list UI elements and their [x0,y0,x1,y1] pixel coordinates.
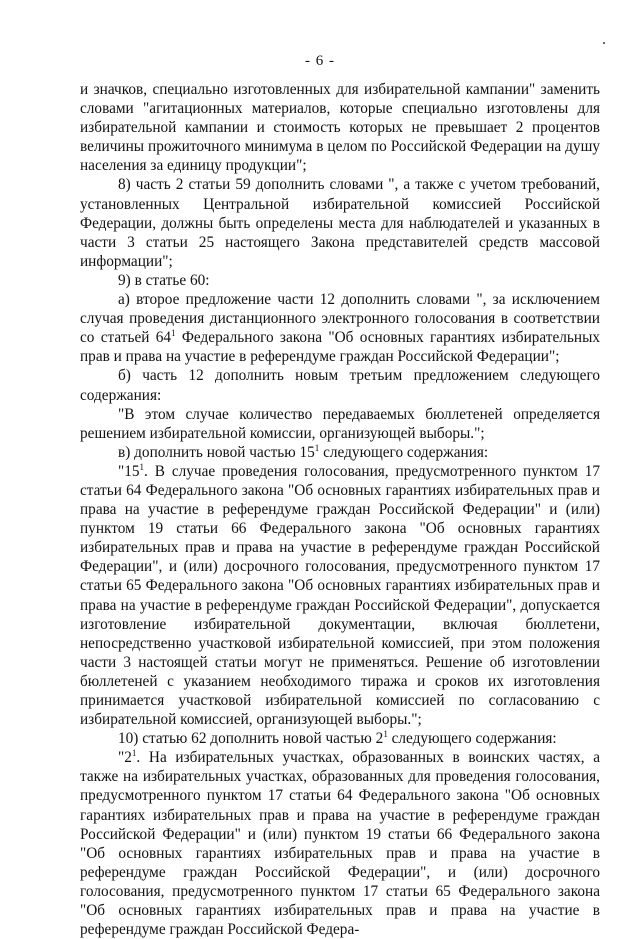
superscript: 1 [383,729,388,740]
paragraph: а) второе предложение части 12 дополнить словами ", за исключением случая проведения дистанционного электронного голосования в соответствии со статьей $64^1$ Федерального закона "Об основных гарантиях избирательных прав и права на участие в референдуме граждан Российской Федерации"; [80,291,600,366]
paragraph: и значков, специально изготовленных для избирательной кампании" заменить словами "агитационных материалов, которые специально изготовлены для избирательной кампании и стоимость которых не превышает 2 процентов величины прожиточного минимума в целом по Российской Федерации на душу населения за единицу продукции"; [80,81,600,175]
paragraph: 8) часть 2 статьи 59 дополнить словами ", а также с учетом требований, установленных Центральной избирательной комиссией Российской Федерации, должны быть определены места для наблюдателей и указанных в части 3 статьи 25 настоящего Закона представителей средств массовой информации"; [80,176,600,270]
superscript: 1 [171,328,176,339]
superscript: 1 [139,461,145,472]
page-number: - 6 - [305,53,335,69]
superscript: 1 [131,748,137,759]
paragraph: б) часть 12 дополнить новым третьим предложением следующего содержания: [80,367,600,404]
paragraph: в) дополнить новой частью $15^1$ следующего содержания: [118,442,489,461]
paragraph: 10) статью 62 дополнить новой частью $2^1$ следующего содержания: [118,729,557,748]
paragraph: "В этом случае количество передаваемых бюллетеней определяется решением избирательной комиссии, организующей выборы."; [80,405,600,442]
paragraph: 9) в статье 60: [118,271,210,289]
scan-speck [603,42,605,44]
body-text [80,80,600,939]
superscript: 1 [314,442,320,453]
paragraph: "$2^1$. На избирательных участках, образованных в воинских частях, а также на избирательных участках, образованных для проведения голосования, предусмотренного пунктом 17 статьи 64 Федерального закона "Об основных гарантиях избирательных прав и права на участие в референдуме граждан Российской Федерации" и (или) пунктом 19 статьи 66 Федерального закона "Об основных гарантиях избирательных прав и права на участие в референдуме граждан Российской Федерации", и (или) досрочного голосования, предусмотренного пунктом 17 статьи 65 Федерального закона "Об основных гарантиях избирательных прав и права на участие в референдуме граждан Российской Федера- [80,748,600,939]
paragraph: "$15^1$. В случае проведения голосования, предусмотренного пунктом 17 статьи 64 Федерального закона "Об основных гарантиях избирательных прав и права на участие в референдуме граждан Российской Федерации" и (или) пунктом 19 статьи 66 Федерального закона "Об основных гарантиях избирательных прав и права на участие в референдуме граждан Российской Федерации", и (или) досрочного голосования, предусмотренного пунктом 17 статьи 65 Федерального закона "Об основных гарантиях избирательных прав и права на участие в референдуме граждан Российской Федерации", допускается изготовление избирательной документации, включая бюллетени, непосредственно участковой избирательной комиссией, при этом положения части 3 настоящей статьи могут не применяться. Решение об изготовлении бюллетеней с указанием необходимого тиража и сроков их изготовления принимается участковой избирательной комиссией по согласованию с избирательной комиссией, организующей выборы."; [80,461,600,729]
